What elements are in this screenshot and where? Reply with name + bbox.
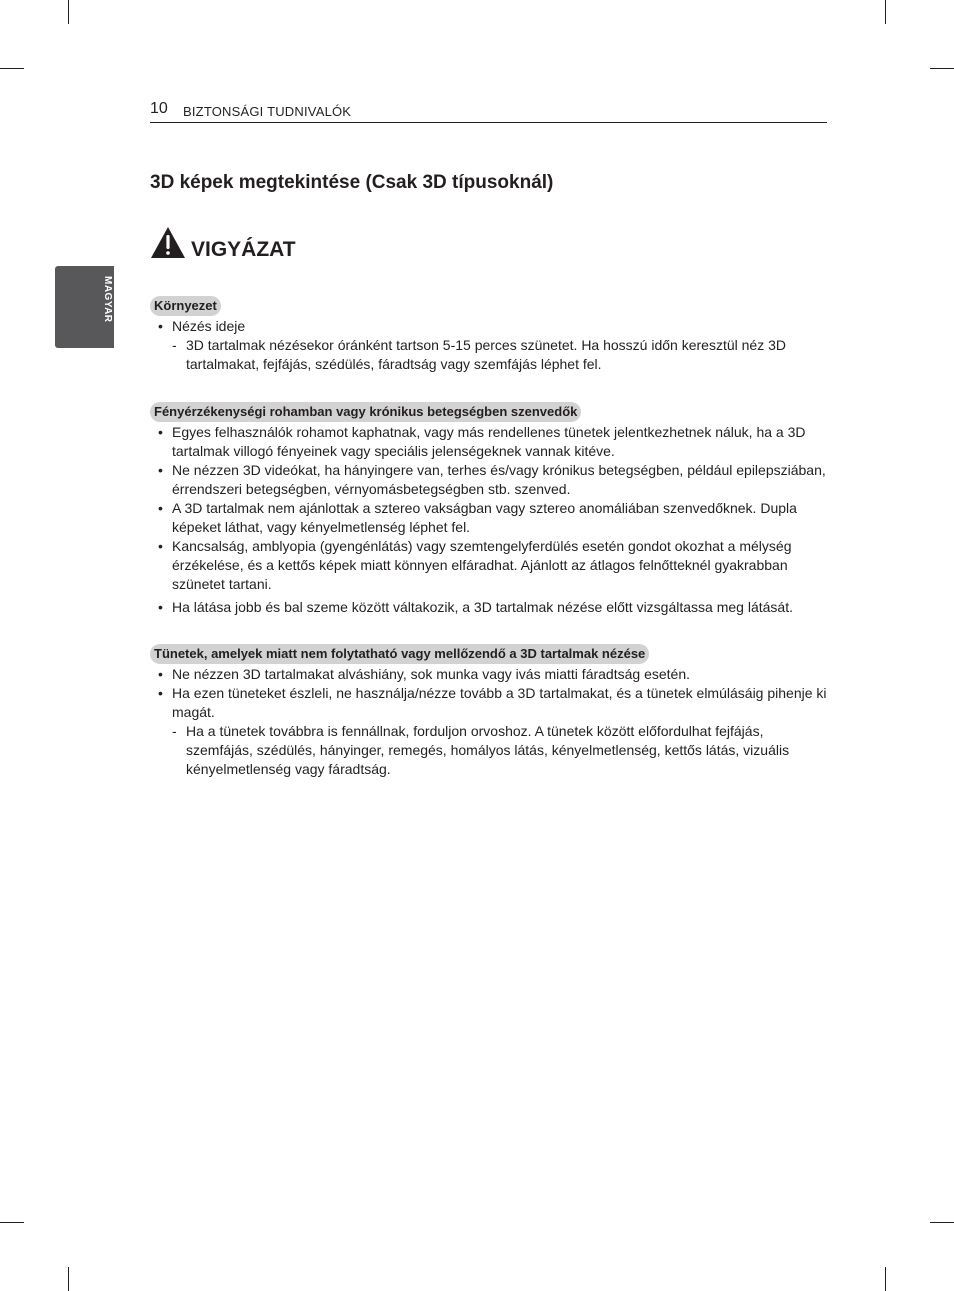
crop-mark — [930, 68, 954, 69]
section-title: 3D képek megtekintése (Csak 3D típusoknál) — [150, 172, 554, 193]
sub-list-item: - 3D tartalmak nézésekor óránként tartson 5-15 perces szünetet. Ha hosszú időn keresztül néz 3D tartalmakat, fejfájás, szédülés, fáradtság vagy szemfájás léphet fel. — [150, 336, 830, 374]
section-photosensitivity — [150, 402, 830, 617]
bullet-list — [150, 423, 830, 617]
section-heading: Fényérzékenységi rohamban vagy krónikus betegségben szenvedők — [150, 402, 581, 422]
crop-mark — [885, 0, 886, 24]
sub-list-item: - Ha a tünetek továbbra is fennállnak, forduljon orvoshoz. A tünetek között előfordulhat fejfájás, szemfájás, szédülés, hányinger, remegés, homályos látás, kényelmetlenség, kettős látás, vizuális kényelmetlenség vagy fáradtság. — [150, 722, 830, 779]
list-item: • Ha látása jobb és bal szeme között váltakozik, a 3D tartalmak nézése előtt vizsgáltassa meg látását. — [150, 598, 830, 617]
section-heading: Tünetek, amelyek miatt nem folytatható vagy mellőzendő a 3D tartalmak nézése — [150, 644, 649, 664]
warning-triangle-icon — [150, 226, 186, 259]
list-item: • A 3D tartalmak nem ajánlottak a sztereo vakságban vagy sztereo anomáliában szenvedőknek. Dupla képeket láthat, vagy kényelmetlenség léphet fel. — [150, 499, 830, 537]
list-item: • Nézés ideje — [150, 317, 830, 336]
page-number: 10 — [150, 100, 168, 117]
crop-mark — [68, 1267, 69, 1291]
list-item: • Ne nézzen 3D tartalmakat alváshiány, sok munka vagy ivás miatti fáradtság esetén. — [150, 665, 830, 684]
section-environment — [150, 296, 830, 374]
list-item: • Egyes felhasználók rohamot kaphatnak, vagy más rendellenes tünetek jelentkezhetnek náluk, ha a 3D tartalmak villogó fényeinek vagy speciális jelenségeknek vannak kitéve. — [150, 423, 830, 461]
list-item: • Ne nézzen 3D videókat, ha hányingere van, terhes és/vagy krónikus betegségben, például epilepsziában, érrendszeri betegségben, vérnyomásbetegségben stb. szenved. — [150, 461, 830, 499]
crop-mark — [0, 68, 24, 69]
bullet-list — [150, 317, 830, 374]
crop-mark — [68, 0, 69, 24]
crop-mark — [0, 1222, 24, 1223]
running-title: BIZTONSÁGI TUDNIVALÓK — [183, 104, 352, 119]
section-symptoms — [150, 644, 830, 779]
language-tab-label: MAGYAR — [102, 276, 113, 323]
language-tab — [55, 266, 114, 348]
list-item: • Kancsalság, amblyopia (gyengénlátás) vagy szemtengelyferdülés esetén gondot okozhat a mélység érzékelése, és a kettős képek miatt könnyen elfáradhat. Ajánlott az átlagos felnőtteknél gyakrabban szünetet tartani. — [150, 537, 830, 594]
page-header — [150, 100, 827, 123]
bullet-list — [150, 665, 830, 779]
list-item: • Ha ezen tüneteket észleli, ne használja/nézze tovább a 3D tartalmakat, és a tünetek elmúlásáig pihenje ki magát. — [150, 684, 830, 722]
section-heading: Környezet — [150, 296, 221, 316]
crop-mark — [885, 1267, 886, 1291]
caution-label: VIGYÁZAT — [191, 238, 296, 261]
crop-mark — [930, 1222, 954, 1223]
